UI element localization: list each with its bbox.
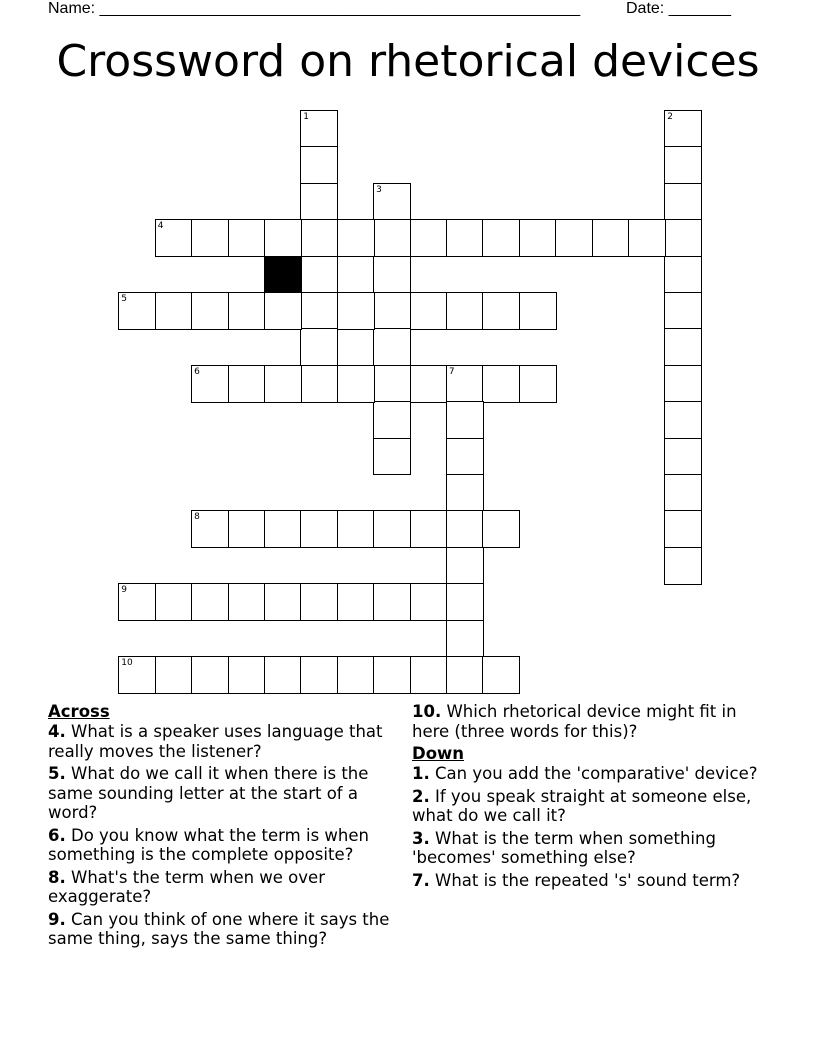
grid-cell[interactable] [228, 510, 266, 548]
grid-cell[interactable] [228, 656, 266, 694]
grid-cell[interactable] [337, 292, 375, 330]
clue-across-9: 9. Can you think of one where it says the same thing, says the same thing? [48, 909, 390, 948]
grid-cell[interactable] [446, 292, 484, 330]
grid-cell[interactable] [664, 292, 702, 330]
grid-cell[interactable] [373, 328, 411, 366]
down-heading: Down [412, 744, 465, 763]
name-field[interactable]: Name: ______________________________________________________ [48, 0, 581, 17]
grid-cell[interactable] [446, 438, 484, 476]
grid-cell[interactable] [664, 401, 702, 439]
clues-right-column [412, 702, 772, 893]
grid-cell[interactable] [191, 656, 229, 694]
grid-cell[interactable] [264, 583, 302, 621]
grid-cell[interactable] [228, 365, 266, 403]
grid-cell[interactable] [228, 583, 266, 621]
grid-cell[interactable] [228, 219, 266, 257]
grid-cell[interactable] [446, 656, 484, 694]
grid-cell[interactable] [519, 365, 557, 403]
grid-cell[interactable] [446, 547, 484, 585]
grid-cell[interactable] [300, 510, 338, 548]
grid-cell[interactable] [664, 146, 702, 184]
grid-cell[interactable] [446, 510, 484, 548]
grid-cell[interactable] [264, 510, 302, 548]
grid-cell[interactable] [300, 146, 338, 184]
grid-cell[interactable] [373, 510, 411, 548]
grid-cell[interactable] [300, 656, 338, 694]
clue-across-4: 4. What is a speaker uses language that really moves the listener? [48, 722, 383, 761]
page-title: Crossword on rhetorical devices [56, 36, 760, 87]
clue-number-1: 1 [303, 112, 310, 122]
clue-across-10: 10. Which rhetorical device might fit in here (three words for this)? [412, 702, 737, 741]
clue-number-6: 6 [194, 366, 200, 377]
grid-cell[interactable] [300, 219, 338, 257]
grid-cell[interactable] [446, 620, 484, 658]
clue-number-2: 2 [667, 112, 674, 122]
date-field[interactable]: Date: _______ [626, 0, 731, 17]
grid-cell[interactable] [337, 219, 375, 257]
clue-across-6: 6. Do you know what the term is when something is the complete opposite? [48, 825, 369, 864]
clue-number-10: 10 [121, 658, 133, 668]
clue-number-5: 5 [121, 294, 128, 304]
grid-cell[interactable] [664, 474, 702, 512]
grid-cell[interactable] [337, 656, 375, 694]
grid-cell[interactable] [155, 656, 193, 694]
block-cell [264, 256, 302, 294]
grid-cell[interactable] [446, 583, 484, 621]
grid-cell[interactable] [664, 365, 702, 403]
grid-cell[interactable] [300, 183, 338, 221]
grid-cell[interactable] [664, 438, 702, 476]
across-heading: Across [48, 702, 110, 721]
grid-cell[interactable] [191, 583, 229, 621]
grid-cell[interactable] [592, 219, 630, 257]
grid-cell[interactable] [482, 292, 520, 330]
grid-cell[interactable] [300, 365, 338, 403]
grid-cell[interactable] [482, 365, 520, 403]
clue-number-3: 3 [376, 184, 382, 195]
grid-cell[interactable] [373, 292, 411, 330]
clue-down-2: 2. If you speak straight at someone else, what do we call it? [412, 786, 752, 825]
grid-cell[interactable] [482, 219, 520, 257]
grid-cell[interactable] [482, 510, 520, 548]
grid-cell[interactable] [410, 656, 448, 694]
clue-number-7: 7 [448, 366, 455, 377]
grid-cell[interactable] [373, 401, 411, 439]
grid-cell[interactable] [446, 401, 484, 439]
clue-across-5: 5. What do we call it when there is the same sounding letter at the start of a word? [48, 764, 369, 822]
clue-number-9: 9 [121, 585, 128, 596]
grid-cell[interactable] [664, 547, 702, 585]
grid-cell[interactable] [410, 292, 448, 330]
grid-cell[interactable] [300, 583, 338, 621]
clue-down-3: 3. What is the term when something 'becomes' something else? [412, 828, 716, 867]
grid-cell[interactable] [519, 219, 557, 257]
grid-cell[interactable] [373, 583, 411, 621]
grid-cell[interactable] [373, 219, 411, 257]
grid-cell[interactable] [191, 219, 229, 257]
grid-cell[interactable] [446, 219, 484, 257]
grid-cell[interactable] [264, 219, 302, 257]
grid-cell[interactable] [300, 328, 338, 366]
clue-number-8: 8 [194, 512, 200, 523]
grid-cell[interactable] [191, 292, 229, 330]
grid-cell[interactable] [628, 219, 666, 257]
grid-cell[interactable] [373, 656, 411, 694]
grid-cell[interactable] [664, 328, 702, 366]
grid-cell[interactable] [410, 510, 448, 548]
grid-cell[interactable] [264, 365, 302, 403]
grid-cell[interactable] [155, 292, 193, 330]
grid-cell[interactable] [373, 438, 411, 476]
grid-cell[interactable] [664, 219, 702, 257]
grid-cell[interactable] [264, 656, 302, 694]
grid-cell[interactable] [337, 583, 375, 621]
grid-cell[interactable] [155, 583, 193, 621]
grid-cell[interactable] [300, 292, 338, 330]
clues-left-column [48, 702, 403, 952]
grid-cell[interactable] [373, 365, 411, 403]
grid-cell[interactable] [264, 292, 302, 330]
grid-cell[interactable] [446, 474, 484, 512]
grid-cell[interactable] [410, 583, 448, 621]
grid-cell[interactable] [555, 219, 593, 257]
grid-cell[interactable] [410, 365, 448, 403]
grid-cell[interactable] [664, 256, 702, 294]
grid-cell[interactable] [664, 183, 702, 221]
grid-cell[interactable] [337, 365, 375, 403]
clue-down-1: 1. Can you add the 'comparative' device? [412, 764, 758, 783]
grid-cell[interactable] [337, 510, 375, 548]
grid-cell[interactable] [300, 256, 338, 294]
clue-number-4: 4 [157, 221, 164, 232]
grid-cell[interactable] [664, 510, 702, 548]
clue-across-8: 8. What's the term when we over exaggerate? [48, 867, 325, 906]
grid-cell[interactable] [373, 256, 411, 294]
grid-cell[interactable] [519, 292, 557, 330]
grid-cell[interactable] [410, 219, 448, 257]
grid-cell[interactable] [482, 656, 520, 694]
grid-cell[interactable] [228, 292, 266, 330]
clue-down-7: 7. What is the repeated 's' sound term? [412, 870, 741, 890]
